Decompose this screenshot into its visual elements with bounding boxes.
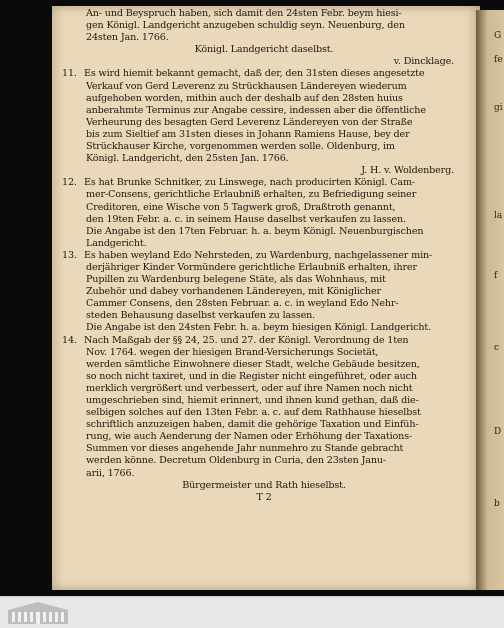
text-line: rung, wie auch Aenderung der Namen oder Erhöhung der Taxations- <box>86 431 413 443</box>
text-line: bis zum Sieltief am 31sten dieses in Johann Ramiens Hause, bey der <box>86 128 410 140</box>
text-line: Nov. 1764. wegen der hiesigen Brand-Versicherungs Societät, <box>86 346 379 358</box>
signature-mark: T 2 <box>256 491 272 503</box>
text-line: Creditoren, eine Wische von 5 Tagwerk groß, Draßtroth genannt, <box>86 201 396 213</box>
gutter-fragment: b <box>494 499 500 509</box>
signature-line: J. H. v. Woldenberg. <box>361 165 454 177</box>
text-line: Es wird hiemit bekannt gemacht, daß der, den 31sten dieses angesetzte <box>84 68 425 80</box>
text-line: Königl. Landgericht, den 25sten Jan. 1766. <box>86 153 289 165</box>
text-line: aufgehoben worden, mithin auch der deshalb auf den 28sten huius <box>86 92 403 104</box>
adjacent-page-edge <box>476 10 504 590</box>
gutter-fragment: f <box>494 271 498 281</box>
text-line: so noch nicht taxiret, und in die Register nicht eingeführet, oder auch <box>86 370 417 382</box>
text-line: Verkauf von Gerd Leverenz zu Strückhausen Ländereyen wiederum <box>86 80 407 92</box>
issuer-line: Königl. Landgericht daselbst. <box>194 44 334 56</box>
text-line: Es haben weyland Edo Nehrsteden, zu Wardenburg, nachgelassener min- <box>84 249 433 261</box>
text-line: Zubehör und dabey vorhandenen Ländereyen, mit Königlicher <box>86 286 381 298</box>
text-line: Strückhauser Kirche, vorgenommen werden solle. Oldenburg, im <box>86 141 395 153</box>
text-line: derjähriger Kinder Vormündere gerichtliche Erlaubniß erhalten, ihrer <box>86 261 417 273</box>
viewer-footer <box>0 596 504 628</box>
gutter-fragment: la <box>494 211 503 221</box>
text-line: werden könne. Decretum Oldenburg in Curia, den 23sten Janu- <box>86 455 387 467</box>
text-line: Cammer Consens, den 28sten Februar. a. c. in weyland Edo Nehr- <box>86 298 399 310</box>
text-line: An- und Beyspruch haben, sich damit den 24sten Febr. beym hiesi- <box>86 8 402 19</box>
text-line: steden Behausung daselbst verkaufen zu lassen. <box>86 310 316 322</box>
entry-number: 14. <box>62 334 77 346</box>
text-line: Landgericht. <box>86 237 147 249</box>
entry-number: 13. <box>62 249 77 261</box>
text-line: werden sämtliche Einwohnere dieser Stadt, welche Gebäude besitzen, <box>86 358 420 370</box>
text-line: anberahmte Terminus zur Angabe cessire, indessen aber die öffentliche <box>86 104 426 116</box>
text-line: Es hat Brunke Schnitker, zu Linswege, nach producirten Königl. Cam- <box>84 177 415 189</box>
text-line: umgeschrieben sind, hiemit erinnert, und ihnen kund gethan, daß die- <box>86 395 419 406</box>
text-line: selbigen solches auf den 13ten Febr. a. c. auf dem Rathhause hieselbst <box>86 407 421 419</box>
text-line: Nach Maßgab der §§ 24, 25. und 27. der Königl. Verordnung de 1ten <box>84 334 409 346</box>
text-line: mer-Consens, gerichtliche Erlaubniß erhalten, zu Befriedigung seiner <box>86 189 417 201</box>
text-line: merklich vergrößert und verbessert, oder auf ihre Namen noch nicht <box>86 382 413 394</box>
text-line: Die Angabe ist den 24sten Febr. h. a. beym hiesigen Königl. Landgericht. <box>86 322 431 334</box>
text-line: Die Angabe ist den 17ten Februar. h. a. beym Königl. Neuenburgischen <box>86 225 424 237</box>
document-text <box>62 8 466 504</box>
building-facade-icon[interactable] <box>6 600 70 625</box>
text-line: den 19ten Febr. a. c. in seinem Hause daselbst verkaufen zu lassen. <box>86 213 406 225</box>
text-line: 24sten Jan. 1766. <box>86 32 169 44</box>
gutter-fragment: c <box>494 343 500 353</box>
text-line: schriftlich anzuzeigen haben, damit die gehörige Taxation und Einfüh- <box>86 419 419 431</box>
gutter-fragment: gi <box>494 103 503 113</box>
gutter-fragment: G <box>494 31 502 41</box>
gutter-fragment: D <box>494 427 502 437</box>
text-line: arii, 1766. <box>86 467 135 479</box>
signature-line: v. Dincklage. <box>393 56 454 68</box>
entry-number: 12. <box>62 177 77 189</box>
entry-number: 11. <box>62 68 77 80</box>
text-line: Summen vor dieses angehende Jahr nunmehro zu Stande gebracht <box>86 443 404 455</box>
text-line: Pupillen zu Wardenburg belegene Stäte, als das Wohnhaus, mit <box>86 274 386 286</box>
text-line: gen Königl. Landgericht anzugeben schuldig seyn. Neuenburg, den <box>86 20 405 32</box>
gutter-fragment: fe <box>494 55 503 65</box>
text-line: Verheurung des besagten Gerd Leverenz Ländereyen von der Straße <box>86 116 413 128</box>
issuer-line: Bürgermeister und Rath hieselbst. <box>182 479 346 491</box>
